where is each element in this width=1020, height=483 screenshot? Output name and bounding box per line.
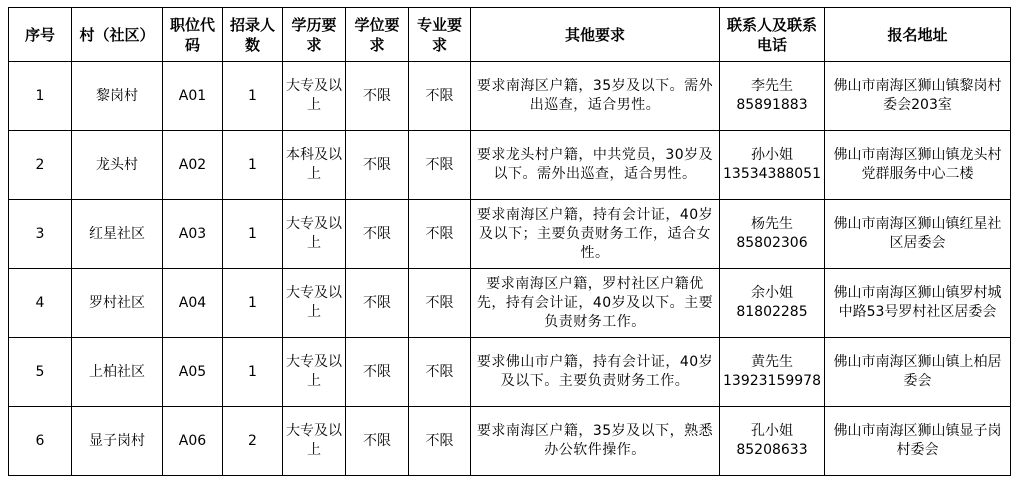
header-village: 村（社区） xyxy=(72,8,163,62)
cell-other: 要求南海区户籍，罗村社区户籍优先，持有会计证，40岁及以下。主要负责财务工作。 xyxy=(471,269,720,338)
cell-degree: 不限 xyxy=(346,200,409,269)
cell-address: 佛山市南海区狮山镇黎岗村委会203室 xyxy=(825,62,1011,131)
contact-phone: 85891883 xyxy=(736,97,808,113)
table-row xyxy=(9,62,1011,131)
cell-address: 佛山市南海区狮山镇上柏居委会 xyxy=(825,338,1011,407)
header-contact: 联系人及联系电话 xyxy=(720,8,825,62)
contact-phone: 13923159978 xyxy=(723,373,821,389)
cell-village: 罗村社区 xyxy=(72,269,163,338)
cell-other: 要求南海区户籍，持有会计证，40岁及以下；主要负责财务工作，适合女性。 xyxy=(471,200,720,269)
cell-count: 2 xyxy=(223,407,283,476)
cell-count: 1 xyxy=(223,269,283,338)
cell-other: 要求龙头村户籍，中共党员，30岁及以下。需外出巡查，适合男性。 xyxy=(471,131,720,200)
cell-no: 5 xyxy=(9,338,72,407)
header-other: 其他要求 xyxy=(471,8,720,62)
table-row xyxy=(9,200,1011,269)
cell-village: 红星社区 xyxy=(72,200,163,269)
cell-major: 不限 xyxy=(409,200,471,269)
cell-no: 1 xyxy=(9,62,72,131)
header-code: 职位代码 xyxy=(163,8,223,62)
contact-phone: 81802285 xyxy=(736,304,808,320)
cell-education: 大专及以上 xyxy=(283,407,346,476)
header-major: 专业要求 xyxy=(409,8,471,62)
header-no: 序号 xyxy=(9,8,72,62)
cell-major: 不限 xyxy=(409,62,471,131)
cell-code: A01 xyxy=(163,62,223,131)
cell-contact xyxy=(720,407,825,476)
cell-count: 1 xyxy=(223,62,283,131)
cell-education: 大专及以上 xyxy=(283,62,346,131)
cell-code: A02 xyxy=(163,131,223,200)
cell-education: 大专及以上 xyxy=(283,338,346,407)
cell-no: 3 xyxy=(9,200,72,269)
cell-village: 黎岗村 xyxy=(72,62,163,131)
header-degree: 学位要求 xyxy=(346,8,409,62)
contact-phone: 85802306 xyxy=(736,235,808,251)
cell-code: A03 xyxy=(163,200,223,269)
cell-address: 佛山市南海区狮山镇显子岗村委会 xyxy=(825,407,1011,476)
cell-count: 1 xyxy=(223,338,283,407)
contact-name: 杨先生 xyxy=(751,216,793,232)
contact-name: 黄先生 xyxy=(751,354,793,370)
cell-address: 佛山市南海区狮山镇罗村城中路53号罗村社区居委会 xyxy=(825,269,1011,338)
table-row xyxy=(9,407,1011,476)
header-count: 招录人数 xyxy=(223,8,283,62)
table-row xyxy=(9,338,1011,407)
contact-name: 孔小姐 xyxy=(751,423,793,439)
header-address: 报名地址 xyxy=(825,8,1011,62)
cell-village: 上柏社区 xyxy=(72,338,163,407)
cell-count: 1 xyxy=(223,200,283,269)
cell-major: 不限 xyxy=(409,131,471,200)
cell-code: A06 xyxy=(163,407,223,476)
cell-code: A04 xyxy=(163,269,223,338)
cell-other: 要求佛山市户籍，持有会计证，40岁及以下。主要负责财务工作。 xyxy=(471,338,720,407)
cell-village: 显子岗村 xyxy=(72,407,163,476)
contact-name: 余小姐 xyxy=(751,285,793,301)
cell-no: 6 xyxy=(9,407,72,476)
cell-contact xyxy=(720,200,825,269)
contact-name: 孙小姐 xyxy=(751,147,793,163)
cell-major: 不限 xyxy=(409,269,471,338)
cell-code: A05 xyxy=(163,338,223,407)
cell-address: 佛山市南海区狮山镇龙头村党群服务中心二楼 xyxy=(825,131,1011,200)
header-row xyxy=(9,8,1011,62)
cell-address: 佛山市南海区狮山镇红星社区居委会 xyxy=(825,200,1011,269)
table-row xyxy=(9,269,1011,338)
cell-other: 要求南海区户籍，35岁及以下，熟悉办公软件操作。 xyxy=(471,407,720,476)
header-education: 学历要求 xyxy=(283,8,346,62)
cell-count: 1 xyxy=(223,131,283,200)
cell-major: 不限 xyxy=(409,338,471,407)
cell-education: 本科及以上 xyxy=(283,131,346,200)
cell-degree: 不限 xyxy=(346,131,409,200)
cell-degree: 不限 xyxy=(346,407,409,476)
cell-degree: 不限 xyxy=(346,338,409,407)
table-row xyxy=(9,131,1011,200)
cell-contact xyxy=(720,62,825,131)
contact-name: 李先生 xyxy=(751,78,793,94)
cell-education: 大专及以上 xyxy=(283,200,346,269)
cell-village: 龙头村 xyxy=(72,131,163,200)
cell-no: 4 xyxy=(9,269,72,338)
contact-phone: 13534388051 xyxy=(723,166,821,182)
cell-degree: 不限 xyxy=(346,62,409,131)
cell-contact xyxy=(720,338,825,407)
cell-contact xyxy=(720,269,825,338)
cell-degree: 不限 xyxy=(346,269,409,338)
recruitment-table xyxy=(8,7,1011,476)
cell-other: 要求南海区户籍，35岁及以下。需外出巡查，适合男性。 xyxy=(471,62,720,131)
cell-major: 不限 xyxy=(409,407,471,476)
cell-contact xyxy=(720,131,825,200)
cell-no: 2 xyxy=(9,131,72,200)
cell-education: 大专及以上 xyxy=(283,269,346,338)
contact-phone: 85208633 xyxy=(736,442,808,458)
